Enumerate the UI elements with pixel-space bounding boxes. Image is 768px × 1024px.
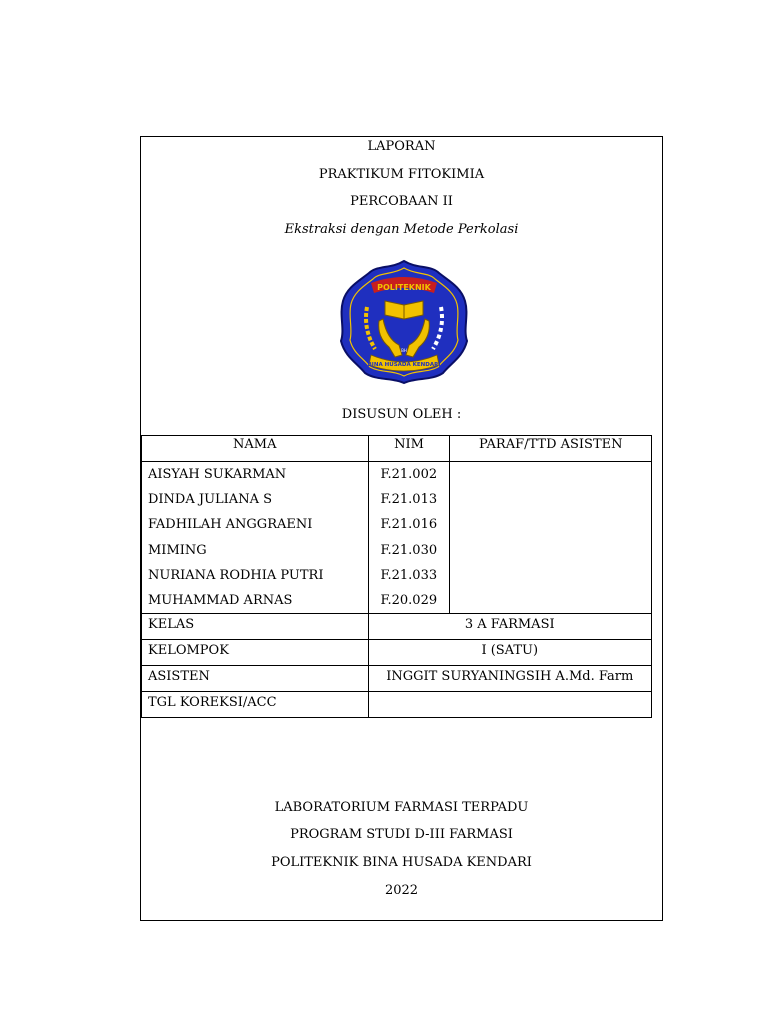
tgl-label: TGL KOREKSI/ACC bbox=[142, 692, 369, 718]
asisten-label: ASISTEN bbox=[142, 666, 369, 692]
kelas-label: KELAS bbox=[142, 614, 369, 640]
tgl-row bbox=[142, 692, 652, 718]
member-nim: F.21.002 bbox=[380, 467, 438, 482]
kelompok-row bbox=[142, 640, 652, 666]
table-header-row bbox=[142, 436, 652, 462]
member-name: NURIANA RODHIA PUTRI bbox=[148, 567, 324, 583]
member-name: AISYAH SUKARMAN bbox=[148, 467, 287, 482]
polytechnic-logo bbox=[339, 259, 469, 385]
footer-year: 2022 bbox=[384, 883, 419, 898]
member-nim: F.21.016 bbox=[380, 517, 438, 533]
member-name: FADHILAH ANGGRAENI bbox=[148, 517, 313, 533]
member-nim: F.21.033 bbox=[380, 567, 438, 583]
header-nim: NIM bbox=[368, 436, 450, 462]
tgl-value bbox=[368, 692, 652, 718]
kelas-row bbox=[142, 614, 652, 640]
signature-cell bbox=[450, 462, 652, 614]
kelas-value: 3 A FARMASI bbox=[368, 614, 652, 640]
member-nims-cell bbox=[368, 462, 450, 614]
title-experiment: PERCOBAAN II bbox=[350, 194, 453, 209]
member-names-cell bbox=[142, 462, 369, 614]
logo-bottom-text: BINA HUSADA KENDARI bbox=[367, 362, 441, 368]
title-laporan: LAPORAN bbox=[367, 139, 436, 154]
member-name: DINDA JULIANA S bbox=[148, 492, 273, 508]
title-course: PRAKTIKUM FITOKIMIA bbox=[318, 167, 485, 182]
footer-lab: LABORATORIUM FARMASI TERPADU bbox=[274, 800, 529, 815]
members-table bbox=[141, 435, 652, 718]
logo-top-text: POLITEKNIK bbox=[377, 283, 431, 292]
member-nim: F.20.029 bbox=[380, 593, 438, 609]
asisten-row bbox=[142, 666, 652, 692]
kelompok-value: I (SATU) bbox=[368, 640, 652, 666]
header-nama: NAMA bbox=[142, 436, 369, 462]
compiled-by-label: DISUSUN OLEH : bbox=[341, 407, 462, 422]
kelompok-label: KELOMPOK bbox=[142, 640, 369, 666]
member-name: MIMING bbox=[148, 542, 207, 558]
subtitle-method: Ekstraksi dengan Metode Perkolasi bbox=[284, 222, 519, 237]
cover-frame bbox=[140, 136, 663, 921]
footer-program: PROGRAM STUDI D-III FARMASI bbox=[290, 827, 513, 842]
footer-institution: POLITEKNIK BINA HUSADA KENDARI bbox=[271, 855, 532, 870]
member-nim: F.21.030 bbox=[380, 542, 438, 558]
logo-small-text: BH bbox=[401, 348, 407, 353]
member-nim: F.21.013 bbox=[380, 492, 438, 508]
member-name: MUHAMMAD ARNAS bbox=[148, 593, 293, 609]
asisten-value: INGGIT SURYANINGSIH A.Md. Farm bbox=[368, 666, 652, 692]
header-paraf: PARAF/TTD ASISTEN bbox=[450, 436, 652, 462]
members-row bbox=[142, 462, 652, 614]
